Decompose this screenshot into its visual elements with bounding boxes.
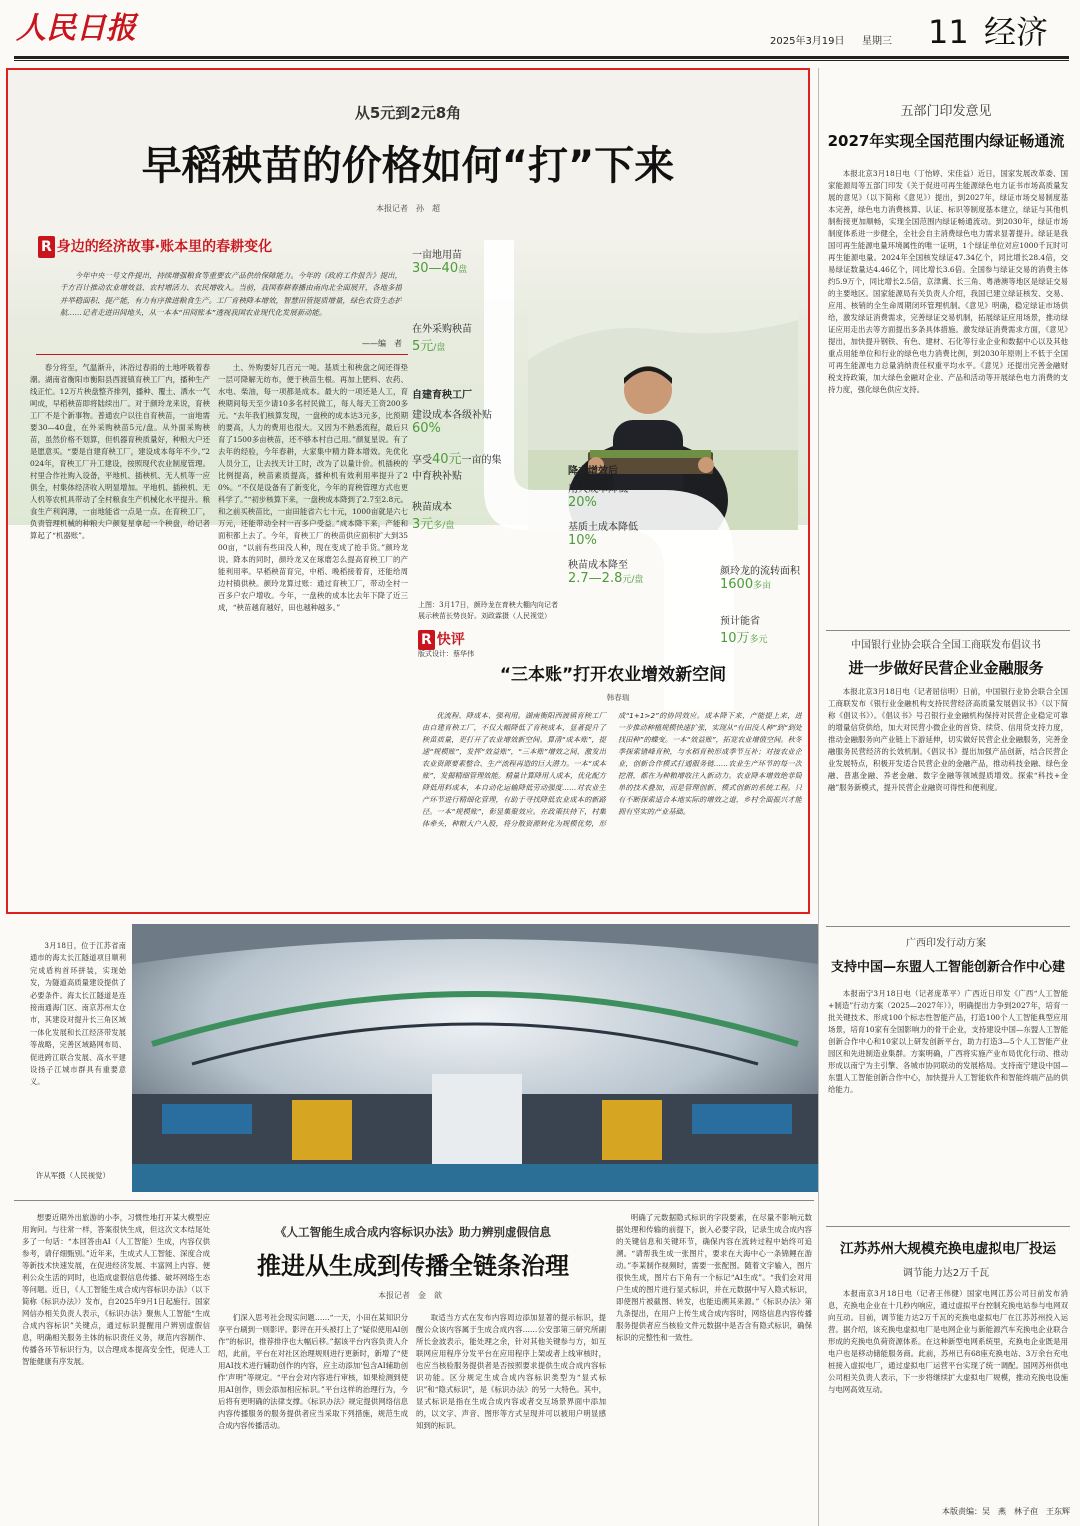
- stat-unit: 多元: [749, 635, 768, 645]
- tunnel-photo: [132, 924, 818, 1192]
- stat-label: 自建育秧工厂: [412, 390, 472, 401]
- stat-value: 10%: [568, 533, 597, 548]
- stat-savings: [720, 612, 804, 648]
- stat-label: 秧苗成本降至: [568, 560, 628, 571]
- a1-kicker: 五部门印发意见: [900, 104, 992, 118]
- commentary-body: [422, 710, 802, 910]
- a2-text: 本报北京3月18日电（记者屈信明）日前，中国银行业协会联合全国工商联发布《银行业金融机构支持民营经济高质量发展倡议书》（以下简称《倡议书》）。《倡议书》号召银行业金融机构保持对民营企业稳定可靠的增量信贷供给，加大对民营小微企业的首贷、续贷、信用贷支持力度，推动金融服务向产业链上下游延伸，切实做好民营企业金融服务，完善金融服务民营经济的长效机制。《倡议书》提出加强产品创新，结合民营企业发展特点，积极开发适合民营企业的金融产品，推动科技金融、绿色金融、普惠金融、养老金融、数字金融等领域提质增效。探索“科技+金融”服务新模式，提升民营企业融资可得性和便利度。: [828, 687, 1068, 792]
- stat-label: 基质土成本降低: [568, 522, 638, 533]
- a4-body: [828, 1288, 1068, 1496]
- commentary-byline: 韩春瑞: [606, 693, 630, 702]
- bottom-headline: 推进从生成到传播全链条治理: [257, 1252, 569, 1280]
- caption-text: 3月18日，位于江苏省南通市的海太长江隧道项目顺利完成盾构首环拼装，实现始发，为隧道高质量建设提供了必要条件。海太长江隧道是连接南通海门区、南京苏州太仓市，其建设对提升长三角区域一体化发展和长江经济带发展等战略，完善区域路网布局、促进跨江联合发展、高水平建设扬子江城市群具有重要意义。: [30, 941, 126, 1087]
- stat-value: 60%: [412, 421, 441, 436]
- stat-labor-cost: [568, 480, 678, 516]
- page-editors: 本版责编：吴 燕 林子亱 王东辉: [942, 1507, 1070, 1516]
- lead-intro: [60, 270, 402, 334]
- design-text: 版式设计：蔡华伟: [418, 650, 474, 658]
- stat-seedling-cost: [412, 498, 512, 538]
- a3-text: 本报南宁3月18日电（记者庞革平）广西近日印发《广西“人工智能+制造”行动方案（2025—2027年）》，明确提出力争到2027年，培育一批关键技术、形成100个标志性智能产品，打造100个人工智能典型应用场景，培育10家有全国影响力的骨干企业，支持建设中国—东盟人工智能创新合作中心和10家以上研发创新平台，助力打造3—5个人工智能产业园区和先进制造业集群。方案明确，广西将实施产业布局优化行动、推动形成以南宁为主引擎、各城市协同联动的发展格局。支持南宁建设中国—东盟人工智能创新合作中心，加快提升人工智能软件和智能终端产品的供给能力。: [828, 989, 1068, 1094]
- stat-transfer-area: [720, 562, 804, 608]
- a2-kicker: 中国银行业协会联合全国工商联发布倡议书: [851, 640, 1041, 651]
- stat-value: 20%: [568, 495, 597, 510]
- stat-label: 颜玲龙的流转面积: [720, 566, 800, 577]
- section-name: 经济: [984, 13, 1049, 51]
- stat-label: 在外采购秧苗: [412, 324, 472, 335]
- stat-value: 2.7—2.8: [568, 571, 623, 586]
- a4-headline: 江苏苏州大规模充换电虚拟电厂投运: [840, 1241, 1056, 1257]
- a2-headline: 进一步做好民营企业金融服务: [848, 659, 1044, 677]
- bottom-body-c: [616, 1212, 812, 1522]
- commentary-tag: 快评: [436, 632, 465, 648]
- commentary-label: [418, 630, 498, 650]
- stat-after-cut: [568, 462, 668, 478]
- page-number: 11: [928, 13, 969, 51]
- bottom-body-a: [218, 1312, 408, 1522]
- masthead: [0, 0, 1080, 60]
- a3-kicker: 广西印发行动方案: [906, 938, 986, 949]
- column-header: [38, 236, 408, 258]
- stat-purchase-price: [412, 320, 522, 360]
- stat-label: 用人成本降低: [568, 484, 628, 495]
- stat-unit: 元/盘: [622, 575, 644, 585]
- column-title: 身边的经济故事·账本里的春耕变化: [56, 239, 273, 255]
- stat-label: 预计能省: [720, 616, 760, 627]
- body-text: 土、外购要好几百元一吨。基质土和秧盘之间还得垫一层可降解无纺布，便于秧苗生根。再加上肥料、农药、水电、柴油，每一项都是成本。最大的一项还是人工，育秧期间每天至少请10多名村民做工，每人每天工资200多元。“去年我们核算发现，一盘秧的成本达3元多，比预期的要高，人力的费用也很大。又因为不熟悉流程，最后只育了1500多亩秧苗，还不够本村自己用。”颜复星说。有了去年的经验，今年春耕，大家集中精力降本增效。先优化人员分工，让去找天计工时，改为了以量计价。机插秧的比例提高，秧苗素质提高，播种机有效利用率提升了20%。“不仅是设备有了新变化，今年的育秧管理方式也更科学了。”“初步核算下来，一盘秧成本降到了2.7至2.8元。和之前买秧苗比，一亩田能省六七十元，1000亩就是六七万元，还能带动全村一百多户受益。”成本降下来，产能和面积都上去了。今年，育秧工厂的秧苗供应面积扩大到3500亩，“以前有些田没人种，现在变成了抢手货。”颜玲龙说。降本的同时，颜玲龙又在琢磨怎么提高育秧工厂的产能利用率。早稻秧苗育完，中稻、晚稻接着育，还能给周边村镇供秧。颜玲龙算过账：通过育秧工厂，带动全村一百多户农户增收。今年，一盘秧的成本比去年下降了近三成，“秧苗越育越好，田也越种越多。”: [218, 363, 408, 612]
- lead-kicker: 从5元到2元8角: [354, 104, 462, 122]
- a1-headline: 2027年实现全国范围内绿证畅通流: [827, 132, 1065, 150]
- stat-label: 建设成本各级补贴: [412, 410, 492, 421]
- body-text: 春分将至，气温渐升，沐浴过春雨的土地呼吸着春潮。湖南省衡阳市衡阳县西渡镇育秧工厂内，播种生产线正忙。12万片秧盘整齐排列，播种、覆土、洒水一气呵成，早稻秧苗即将陆续出厂。对于颜玲龙来说，育秧工厂不是个新事物。普通农户以往自育秧苗，一亩地需要30—40盘，在外采购秧苗5元/盘。从外面采购秧苗，虽然价格不划算，但机器育秧质量好，种粮大户还是愿意买。“要是自建育秧工厂，建设成本每年不少。”2024年，育秧工厂升工建设，按照现代农业制度管理。村里合作社购入设备，平地机、插秧机、无人机等一应俱全，村集体经济收入明显增加。平地机、插秧机、无人机等农机具带动了全村粮食生产机械化水平提升。粮食生产利润薄，一亩地能省一点是一点。在育秧工厂，负责管理机械的种粮大户颜复星拿起一个秧盘，给记者算起了“机器账”。: [30, 363, 210, 540]
- stat-label: 降本增效后: [568, 466, 618, 477]
- stat-label: 享受: [412, 455, 432, 466]
- bottom-text: 们深入思考社会现实问题……“一天，小田在某知识分享平台刷到一则影评。影评在开头被打上了“疑似使用AI创作”的标识，推荐排序也大幅后移。”据该平台内容负责人介绍，此前，平台在对社区治理规则进行更新时，新增了“使用AI技术进行辅助创作的内容，应主动添加‘包含AI辅助创作’声明”等规定。“平台会对内容进行审核，如果检测到使用AI创作，则会添加相应标识。”平台这样的治理行为，今后将有更明确的法律支撑。《标识办法》规定提供网络信息内容传播服务的服务提供者应当采取下列措施，规范生成合成内容传播活动。: [218, 1313, 408, 1430]
- bottom-text: 取适当方式在发布内容周边添加显著的提示标识，提醒公众该内容属于生成合成内容……公安部第三研究所副所长金波表示，能处理之余，针对其他关键参与方，如互联网应用程序分发平台在应用程序上架或者上线审核时，也应当核验服务提供者是否按照要求提供生成合成内容标识功能。区分规定生成合成内容标识类型为“显式标识”和“隐式标识”，是《标识办法》的另一大特色。其中，显式标识是指在生成合成内容或者交互场景界面中添加的，以文字、声音、图形等方式呈现并可以被用户明显感知到的标识。: [416, 1313, 606, 1430]
- lead-headline: 早稻秧苗的价格如何“打”下来: [141, 143, 675, 189]
- commentary-headline: “三本账”打开农业增效新空间: [499, 665, 727, 685]
- stat-label: 一亩地用苗: [412, 250, 462, 261]
- bottom-kicker: 《人工智能生成合成内容标识办法》助力辨别虚假信息: [275, 1225, 551, 1239]
- stat-label: 一亩的集中育秧补贴: [412, 455, 502, 482]
- intro-text: 今年中央一号文件提出，持续增强粮食等重要农产品供给保障能力。今年的《政府工作报告》提出，千方百计推动农业增效益、农村增活力、农民增收入。当前，我国春耕春播由南向北全面展开，各地多措并举稳面积、提产能，有力有序推进粮食生产。工厂育秧降本增效，智慧田管提质增量，绿色农资生态护航……记者走进田间地头，从一本本“田间账本”透视我国农业现代化发展新动能。: [60, 271, 402, 318]
- lead-body-col2: [218, 362, 408, 910]
- a3-body: [828, 988, 1068, 1220]
- stat-value: 30—40: [412, 261, 459, 276]
- commentary-text: 优流程、降成本、强利用。湖南衡阳西渡镇育秧工厂由自建育秧工厂，不仅大幅降低了育秧成本，显著提升了秧苗质量，更打开了农业增效新空间。算清“成本账”，提速“规模账”，发挥“效益账”，“三本账”增效之间，激发出农业资源要素整合、生产流程再造的巨大潜力。一本“成本账”，发掘精细管理效能。精量计算降用人成本，优化配方降低用料成本，本自动化运输降低劳动强度……对农业生产环节进行精细化管理，有助于寻找降低农业成本的新路径。一本“规模账”，彰显集聚效应。在政策扶持下，村集体牵头，种粮大户入股，将分散资源转化为规模优势，形成“1+1>2”的协同效应。成本降下来，产能提上来，进一步推动种植规模快速扩张，实现从“有田没人种”到“到处找田种”的蝶变。一本“效益账”，拓宽农业增值空间。秋冬季探索错峰育秧，与水稻育秧形成季节互补；对接农业企业，创新合作模式打通服务链……农业生产环节的每一次挖潜，都在为种粮增收注入新动力。农业降本增效绝非简单的技术叠加，而是管理创新、模式创新的系统工程。只有不断探索适合本地实际的增效之道，乡村全面振兴才能拥有坚实的产业基础。: [422, 711, 802, 828]
- a4-text: 本报南京3月18日电（记者王伟健）国家电网江苏公司日前发布消息，充换电企业在十几秒内响应，通过虚拟平台控制充换电站参与电网双向互动。目前，调节能力达2万千瓦的充换电虚拟电厂在江苏苏州投入运营。据介绍，该充换电虚拟电厂是电网企业与新能源汽车充换电企业联合形成的充换电负荷资源体系。在这种新型电网系统里，充换电企业既是用电户也是移动储能服务商。此前，苏州已有68座充换电站、3万余台充电桩接入虚拟电厂，通过虚拟电厂运营平台实现了统一调配。国网苏州供电公司相关负责人表示，下一步将继续扩大虚拟电厂规模，推动充换电设施与电网高效互动。: [828, 1289, 1068, 1394]
- lead-story: [6, 68, 810, 914]
- stat-unit: 多亩: [753, 581, 772, 591]
- stat-unit: 多/盘: [433, 521, 455, 531]
- a1-text: 本报北京3月18日电（丁怡婷、宋佳益）近日，国家发展改革委、国家能源局等五部门印发《关于促进可再生能源绿色电力证书市场高质量发展的意见》（以下简称《意见》）提出，到2027年，绿证市场交易制度基本完善，绿色电力消费核算、认证、标识等制度基本建立，绿证与其他机制衔接更加顺畅，实现全国范围内绿证畅通流动。到2030年，绿证市场制度体系进一步健全，全社会自主消费绿色电力需求显著提升。绿证是我国可再生能源电量环境属性的唯一证明，1个绿证单位对应1000千瓦时可再生能源电量。2024年全国核发绿证47.34亿个，同比增长28.4倍，交易绿证数量达4.46亿个，同比增长3.6倍。全国参与绿证交易的消费主体约5.9万个，同比增长2.5倍，京津冀、长三角、粤港澳等地区是绿证交易的主要地区。国家能源局有关负责人介绍，我国已建立绿证核发、交易、应用、核销的全生命周期闭环管理机制。《意见》明确，稳定绿证市场供给，激发绿证消费需求，完善绿证交易机制，拓展绿证应用场景，推动绿证应用走出去等方面提出多条具体措施。激发绿证消费需求方面，《意见》提出，加快提升钢铁、有色、建材、石化等行业企业和数据中心以及其他重点用能单位和行业的绿色电力消费比例，到2030年原则上不低于全国可再生能源电力总量消纳责任权重平均水平。《意见》还提出完善金融财税支持政策，加大绿色金融对企业、产品和活动等开展绿色电力消费的支持力度，强化绿色供应支持。: [828, 169, 1068, 394]
- stat-substrate-cost: [568, 518, 678, 554]
- a1-body: [828, 168, 1068, 630]
- tunnel-caption: [30, 940, 126, 1170]
- bottom-byline: 本报记者 金 歆: [378, 1291, 442, 1300]
- stat-seedlings-per-mu: [412, 246, 512, 286]
- stat-value: 5元: [412, 339, 434, 354]
- a4-subheadline: 调节能力达2万千瓦: [902, 1268, 990, 1279]
- stat-label: 秧苗成本: [412, 502, 452, 513]
- issue-date: 2025年3月19日: [770, 36, 845, 46]
- lead-body-col1: [30, 362, 210, 910]
- stat-value: 1600: [720, 577, 754, 592]
- bottom-text: 明确了元数据隐式标识的字段要素，在尽量不影响元数据处理和传输的前提下，嵌入必要字段，记录生成合成内容的关键信息和关键环节，确保内容在流转过程中始终可追溯。“请帮我生成一张图片，要求在大海中心一条锦鲤在游动。”李某制作视频时，需要一张配图。随着文字输入，图片很快生成，图片右下角有一个标记“AI生成”。“我们会对用户生成的图片进行显式标识，并在元数据中写入隐式标识，即使图片被截图、转发，也能追溯其来源。”《标识办法》第九条提出，在用户上传生成合成内容时，网络信息内容传播服务提供者应当核验文件元数据中是否含有隐式标识，确保标识的完整性和一致性。: [616, 1213, 812, 1342]
- stat-unit: /盘: [433, 343, 446, 353]
- a2-body: [828, 686, 1068, 922]
- stat-concentrated-subsidy: [412, 448, 502, 488]
- stat-unit: 盘: [458, 265, 468, 275]
- tunnel-credit: 许从军摄（人民视觉）: [36, 1171, 110, 1180]
- caption-text: 上图：3月17日，颜玲龙在育秧大棚内向记者展示秧苗长势良好。刘政霖摄（人民视觉）: [418, 601, 558, 620]
- lead-byline: 本报记者 孙 超: [376, 204, 440, 213]
- stat-factory: [412, 386, 512, 402]
- newspaper-logo: 人民日报: [16, 11, 136, 46]
- column-logo: R: [38, 236, 55, 258]
- bottom-left-body: [22, 1212, 210, 1522]
- commentary-logo: R: [418, 630, 435, 650]
- stat-value: 10万: [720, 631, 750, 646]
- bottom-body-b: [416, 1312, 606, 1522]
- tunnel-illustration: [132, 924, 818, 1192]
- stat-value: 40元: [432, 452, 462, 467]
- intro-sign: ——编 者: [362, 339, 402, 348]
- stat-new-seedling-cost: [568, 556, 678, 596]
- stat-value: 3元: [412, 517, 434, 532]
- issue-weekday: 星期三: [862, 36, 892, 46]
- stat-subsidy: [412, 406, 522, 446]
- a3-headline: 支持中国—东盟人工智能创新合作中心建: [830, 960, 1065, 975]
- bottom-text: 想要近期外出旅游的小李，习惯性地打开某大模型应用询问。与往常一样，答案很快生成，但这次文本结尾处多了一句话：“本回答由AI（人工智能）生成，内容仅供参考，请仔细甄别。”近年来，生成式人工智能、深度合成等新技术快速发展，在促进经济发展、丰富网上内容、便利公众生活的同时，也造成虚假信息传播、破坏网络生态等问题。近日，《人工智能生成合成内容标识办法》（以下简称《标识办法》）发布，自2025年9月1日起施行。国家网信办相关负责人表示，《标识办法》聚焦人工智能“生成合成内容标识”关键点，通过标识提醒用户辨别虚假信息，明确相关服务主体的标识责任义务，规范内容制作、传播各环节标识行为，以合理成本提高安全性，促进人工智能健康有序发展。: [22, 1213, 210, 1366]
